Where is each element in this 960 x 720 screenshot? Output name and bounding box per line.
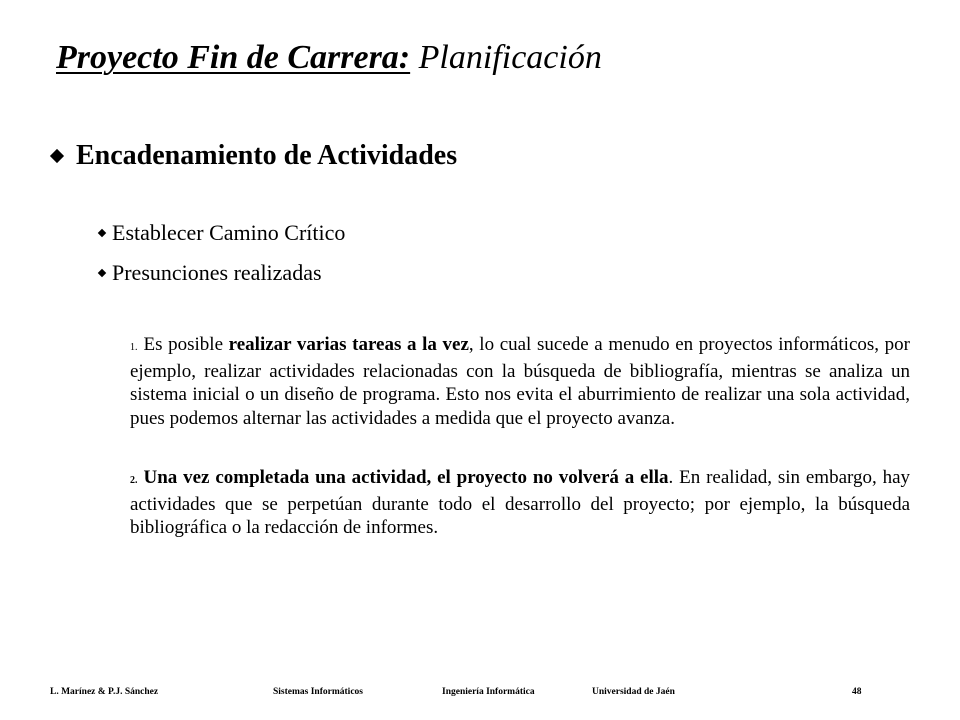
numbered-item	[130, 466, 910, 540]
item-text: . En realidad, sin embargo, hay actividades que se perpetúan durante todo el desarrollo del proyecto; por ejemplo, la búsqueda bibliográfica o la redacción de informes.	[130, 467, 910, 538]
item-number: 2.	[130, 475, 138, 486]
subitem-text: Establecer Camino Crítico	[112, 220, 346, 245]
item-text: Es posible	[143, 334, 229, 355]
item-number: 1.	[130, 342, 138, 353]
footer-authors: L. Marínez & P.J. Sánchez	[50, 687, 159, 697]
footer-page-number: 48	[852, 687, 862, 697]
item-text: , lo cual sucede a menudo en proyectos informáticos, por ejemplo, realizar actividades relacionadas con la búsqueda de bibliografía, mientras se analiza un sistema inicial o un diseño de programa. Esto nos evita el aburrimiento de realizar una sola actividad, pues podemos alternar las actividades a medida que el proyecto avanza.	[130, 334, 910, 429]
slide-title-bold: Proyecto Fin de Carrera:	[56, 39, 411, 76]
footer-course: Sistemas Informáticos	[273, 687, 363, 697]
subitem	[96, 220, 345, 246]
diamond-bullet-icon	[98, 269, 106, 277]
slide-title	[56, 38, 602, 77]
subitem-text: Presunciones realizadas	[112, 260, 322, 285]
footer-degree: Ingeniería Informática	[442, 687, 535, 697]
numbered-item	[130, 333, 910, 430]
item-bold-text: realizar varias tareas a la vez	[228, 334, 469, 355]
footer-university: Universidad de Jaén	[592, 687, 675, 697]
diamond-bullet-icon	[98, 229, 106, 237]
diamond-bullet-icon	[50, 149, 64, 163]
slide-title-rest: Planificación	[418, 39, 602, 76]
section-heading-text: Encadenamiento de Actividades	[76, 140, 458, 171]
section-heading	[48, 140, 457, 172]
item-bold-text: Una vez completada una actividad, el proyecto no volverá a ella	[143, 467, 669, 488]
subitem	[96, 260, 322, 286]
